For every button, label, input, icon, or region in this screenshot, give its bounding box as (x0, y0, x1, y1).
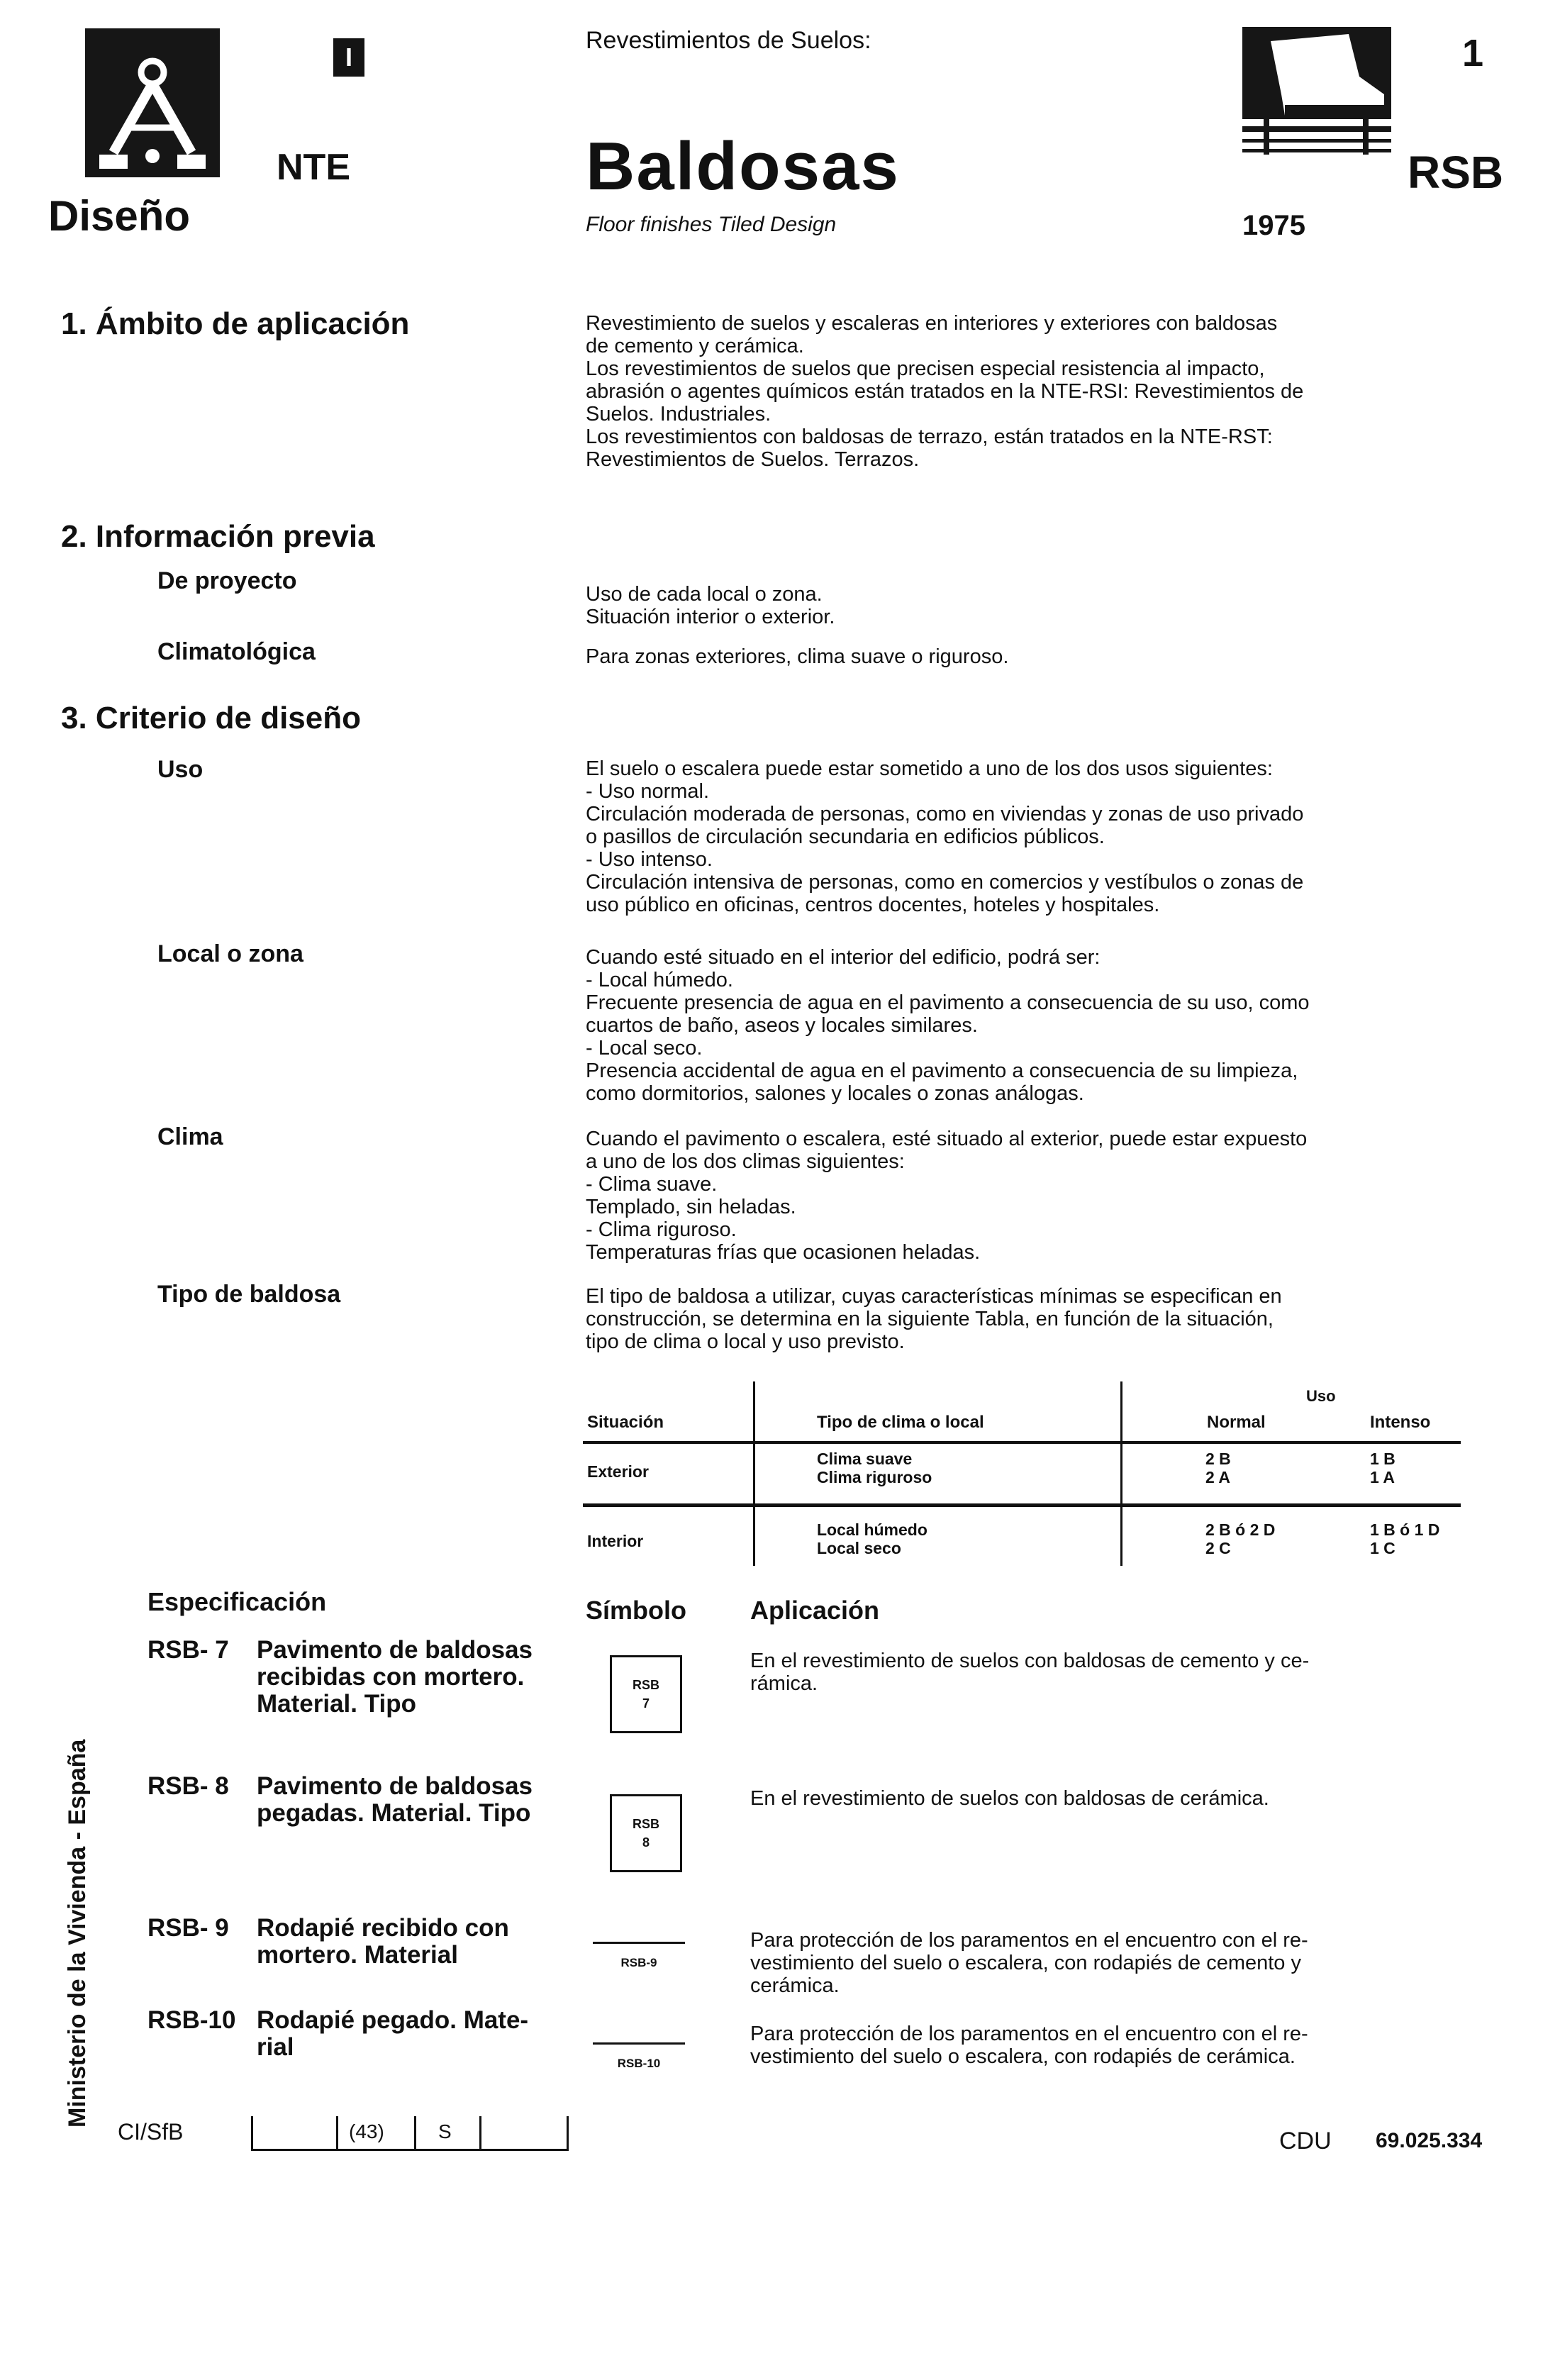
text-line: Para protección de los paramentos en el encuentro con el re- (750, 2023, 1308, 2045)
text-line: Situación interior o exterior. (586, 606, 835, 628)
cisfb-divider (336, 2116, 338, 2149)
label-local-zona: Local o zona (157, 940, 303, 967)
text-line: Circulación moderada de personas, como en viviendas y zonas de uso privado (586, 803, 1304, 825)
table-cell-intenso: 1 B ó 1 D (1370, 1520, 1440, 1539)
diseno-label: Diseño (48, 192, 191, 240)
text-line: Para zonas exteriores, clima suave o riguroso. (586, 645, 1009, 668)
spec-name-line: pegadas. Material. Tipo (257, 1799, 531, 1827)
text-line: - Clima riguroso. (586, 1218, 737, 1241)
cisfb-divider (479, 2116, 481, 2149)
text-line: Presencia accidental de agua en el pavimento a consecuencia de su limpieza, (586, 1060, 1298, 1082)
text-line: - Clima suave. (586, 1173, 718, 1196)
text-line: - Local seco. (586, 1037, 703, 1060)
text-line: - Uso normal. (586, 780, 710, 803)
table-header-situacion: Situación (587, 1413, 664, 1432)
spec-code: RSB- 7 (147, 1636, 229, 1664)
symbol-text: 7 (642, 1696, 650, 1711)
subtitle: Floor finishes Tiled Design (586, 213, 837, 236)
text-line: Los revestimientos con baldosas de terrazo, están tratados en la NTE-RST: (586, 426, 1273, 448)
text-line: vestimiento del suelo o escalera, con rodapiés de cemento y (750, 1952, 1301, 1974)
symbol-text: 8 (642, 1835, 650, 1850)
text-line: cuartos de baño, aseos y locales similares. (586, 1014, 978, 1037)
text-line: tipo de clima o local y uso previsto. (586, 1330, 905, 1353)
spec-header-simbolo: Símbolo (586, 1596, 686, 1625)
spec-name-line: Pavimento de baldosas (257, 1636, 533, 1664)
section-3-heading: 3. Criterio de diseño (61, 701, 361, 735)
cisfb-grid (251, 2116, 569, 2151)
text-line: Suelos. Industriales. (586, 403, 771, 426)
label-climatologica: Climatológica (157, 638, 316, 665)
text-line: Los revestimientos de suelos que precisen especial resistencia al impacto, (586, 357, 1265, 380)
table-cell-normal: 2 B (1205, 1450, 1231, 1468)
table-cell-local: Local húmedo (817, 1520, 927, 1539)
text-line: En el revestimiento de suelos con baldosas de cemento y ce- (750, 1650, 1310, 1672)
text-line: Cuando el pavimento o escalera, esté situado al exterior, puede estar expuesto (586, 1128, 1308, 1150)
spec-name-line: Rodapié pegado. Mate- (257, 2006, 529, 2034)
year-label: 1975 (1242, 210, 1305, 241)
text-line: - Uso intenso. (586, 848, 713, 871)
symbol-text: RSB (632, 1678, 659, 1692)
text-line: Uso de cada local o zona. (586, 583, 823, 606)
section-1-text (586, 312, 1303, 471)
compass-logo-icon (85, 28, 220, 177)
cisfb-divider (567, 2116, 569, 2149)
cdu-label: CDU (1279, 2128, 1332, 2154)
spec-application (750, 1650, 1309, 1695)
label-tipo-baldosa: Tipo de baldosa (157, 1281, 341, 1308)
text-line: Revestimientos de Suelos. Terrazos. (586, 448, 920, 471)
label-de-proyecto: De proyecto (157, 567, 297, 594)
text-line: Templado, sin heladas. (586, 1196, 796, 1218)
table-header-tipo: Tipo de clima o local (817, 1413, 984, 1432)
section-2-heading: 2. Información previa (61, 519, 375, 554)
text-line: abrasión o agentes químicos están tratados en la NTE-RSI: Revestimientos de (586, 380, 1304, 403)
table-header-intenso: Intenso (1370, 1413, 1431, 1432)
symbol-rsb-8 (610, 1794, 682, 1872)
uso-text (586, 757, 1303, 916)
spec-name-line: Material. Tipo (257, 1690, 416, 1718)
spec-name-line: Rodapié recibido con (257, 1914, 509, 1942)
text-line: rámica. (750, 1672, 818, 1695)
table-divider (753, 1381, 755, 1566)
text-line: Revestimiento de suelos y escaleras en interiores y exteriores con baldosas (586, 312, 1278, 335)
table-cell-interior: Interior (587, 1532, 644, 1550)
spec-code: RSB-10 (147, 2006, 236, 2034)
ministry-side-label: Ministerio de la Vivienda - España (64, 1739, 91, 2128)
spec-code: RSB- 8 (147, 1772, 229, 1800)
text-line: Circulación intensiva de personas, como en comercios y vestíbulos o zonas de (586, 871, 1304, 894)
spec-name (257, 2007, 528, 2061)
spec-name (257, 1915, 509, 1969)
table-cell-local: Clima suave (817, 1450, 913, 1468)
table-cell-intenso: 1 A (1370, 1468, 1395, 1486)
spec-header-aplicacion: Aplicación (750, 1596, 880, 1625)
text-line: cerámica. (750, 1974, 840, 1997)
symbol-line-rsb-10 (593, 2042, 685, 2045)
text-line: como dormitorios, salones y locales o zonas análogas. (586, 1082, 1084, 1105)
table-cell-exterior: Exterior (587, 1462, 649, 1481)
table-rule (583, 1441, 1461, 1444)
spec-name-line: recibidas con mortero. (257, 1663, 525, 1691)
text-line: - Local húmedo. (586, 969, 733, 991)
table-cell-normal: 2 A (1205, 1468, 1230, 1486)
cdu-value: 69.025.334 (1376, 2129, 1483, 2152)
text-line: Temperaturas frías que ocasionen heladas. (586, 1241, 981, 1264)
cisfb-divider (414, 2116, 416, 2149)
table-cell-intenso: 1 B (1370, 1450, 1395, 1468)
section-1-heading: 1. Ámbito de aplicación (61, 306, 410, 341)
table-divider (1120, 1381, 1122, 1566)
table-header-normal: Normal (1207, 1413, 1266, 1432)
text-line: uso público en oficinas, centros docentes, hoteles y hospitales. (586, 894, 1160, 916)
cisfb-label: CI/SfB (118, 2119, 184, 2145)
text-line: Frecuente presencia de agua en el pavimento a consecuencia de su uso, como (586, 991, 1310, 1014)
shoe-on-floor-icon (1242, 27, 1391, 162)
table-cell-normal: 2 B ó 2 D (1205, 1520, 1276, 1539)
code-label: RSB (1408, 147, 1504, 198)
text-line: Cuando esté situado en el interior del edificio, podrá ser: (586, 946, 1101, 969)
spec-code: RSB- 9 (147, 1914, 229, 1942)
text-line: construcción, se determina en la siguiente Tabla, en función de la situación, (586, 1308, 1274, 1330)
climatologica-text (586, 645, 1008, 668)
spec-application (750, 1929, 1308, 1997)
nte-label: NTE (277, 147, 350, 188)
text-line: Para protección de los paramentos en el encuentro con el re- (750, 1929, 1308, 1952)
spec-name-line: rial (257, 2033, 294, 2061)
category-label: Revestimientos de Suelos: (586, 27, 871, 54)
text-line: a uno de los dos climas siguientes: (586, 1150, 905, 1173)
logo-badge: I (333, 38, 364, 77)
label-clima: Clima (157, 1123, 223, 1150)
text-line: vestimiento del suelo o escalera, con rodapiés de cerámica. (750, 2045, 1296, 2068)
text-line: de cemento y cerámica. (586, 335, 804, 357)
page-title: Baldosas (586, 128, 900, 204)
tipo-baldosa-text (586, 1285, 1282, 1353)
text-line: o pasillos de circulación secundaria en edificios públicos. (586, 825, 1105, 848)
spec-application (750, 2023, 1308, 2068)
cisfb-cell: S (438, 2120, 452, 2142)
symbol-label-rsb-10: RSB-10 (617, 2057, 661, 2070)
spec-name-line: mortero. Material (257, 1941, 458, 1969)
spec-name (257, 1637, 533, 1718)
table-cell-local: Local seco (817, 1539, 901, 1557)
symbol-rsb-7 (610, 1655, 682, 1733)
table-header-uso: Uso (1306, 1387, 1336, 1405)
table-cell-intenso: 1 C (1370, 1539, 1395, 1557)
text-line: En el revestimiento de suelos con baldosas de cerámica. (750, 1787, 1269, 1810)
de-proyecto-text (586, 583, 835, 628)
table-cell-local: Clima riguroso (817, 1468, 932, 1486)
nte-logo (85, 28, 220, 177)
text-line: El suelo o escalera puede estar sometido a uno de los dos usos siguientes: (586, 757, 1273, 780)
cisfb-cell: (43) (349, 2120, 384, 2142)
symbol-label-rsb-9: RSB-9 (620, 1956, 657, 1969)
spec-header-especificacion: Especificación (147, 1587, 327, 1616)
cisfb-divider (251, 2116, 253, 2149)
clima-text (586, 1128, 1307, 1264)
spec-name (257, 1773, 533, 1827)
sheet-number: 1 (1462, 32, 1484, 74)
tile-type-table (583, 1381, 1461, 1573)
text-line: El tipo de baldosa a utilizar, cuyas características mínimas se especifican en (586, 1285, 1282, 1308)
table-rule (583, 1503, 1461, 1507)
symbol-line-rsb-9 (593, 1942, 685, 1944)
spec-name-line: Pavimento de baldosas (257, 1772, 533, 1800)
symbol-text: RSB (632, 1817, 659, 1831)
table-cell-normal: 2 C (1205, 1539, 1231, 1557)
label-uso: Uso (157, 756, 204, 783)
spec-application (750, 1787, 1269, 1810)
local-zona-text (586, 946, 1309, 1105)
